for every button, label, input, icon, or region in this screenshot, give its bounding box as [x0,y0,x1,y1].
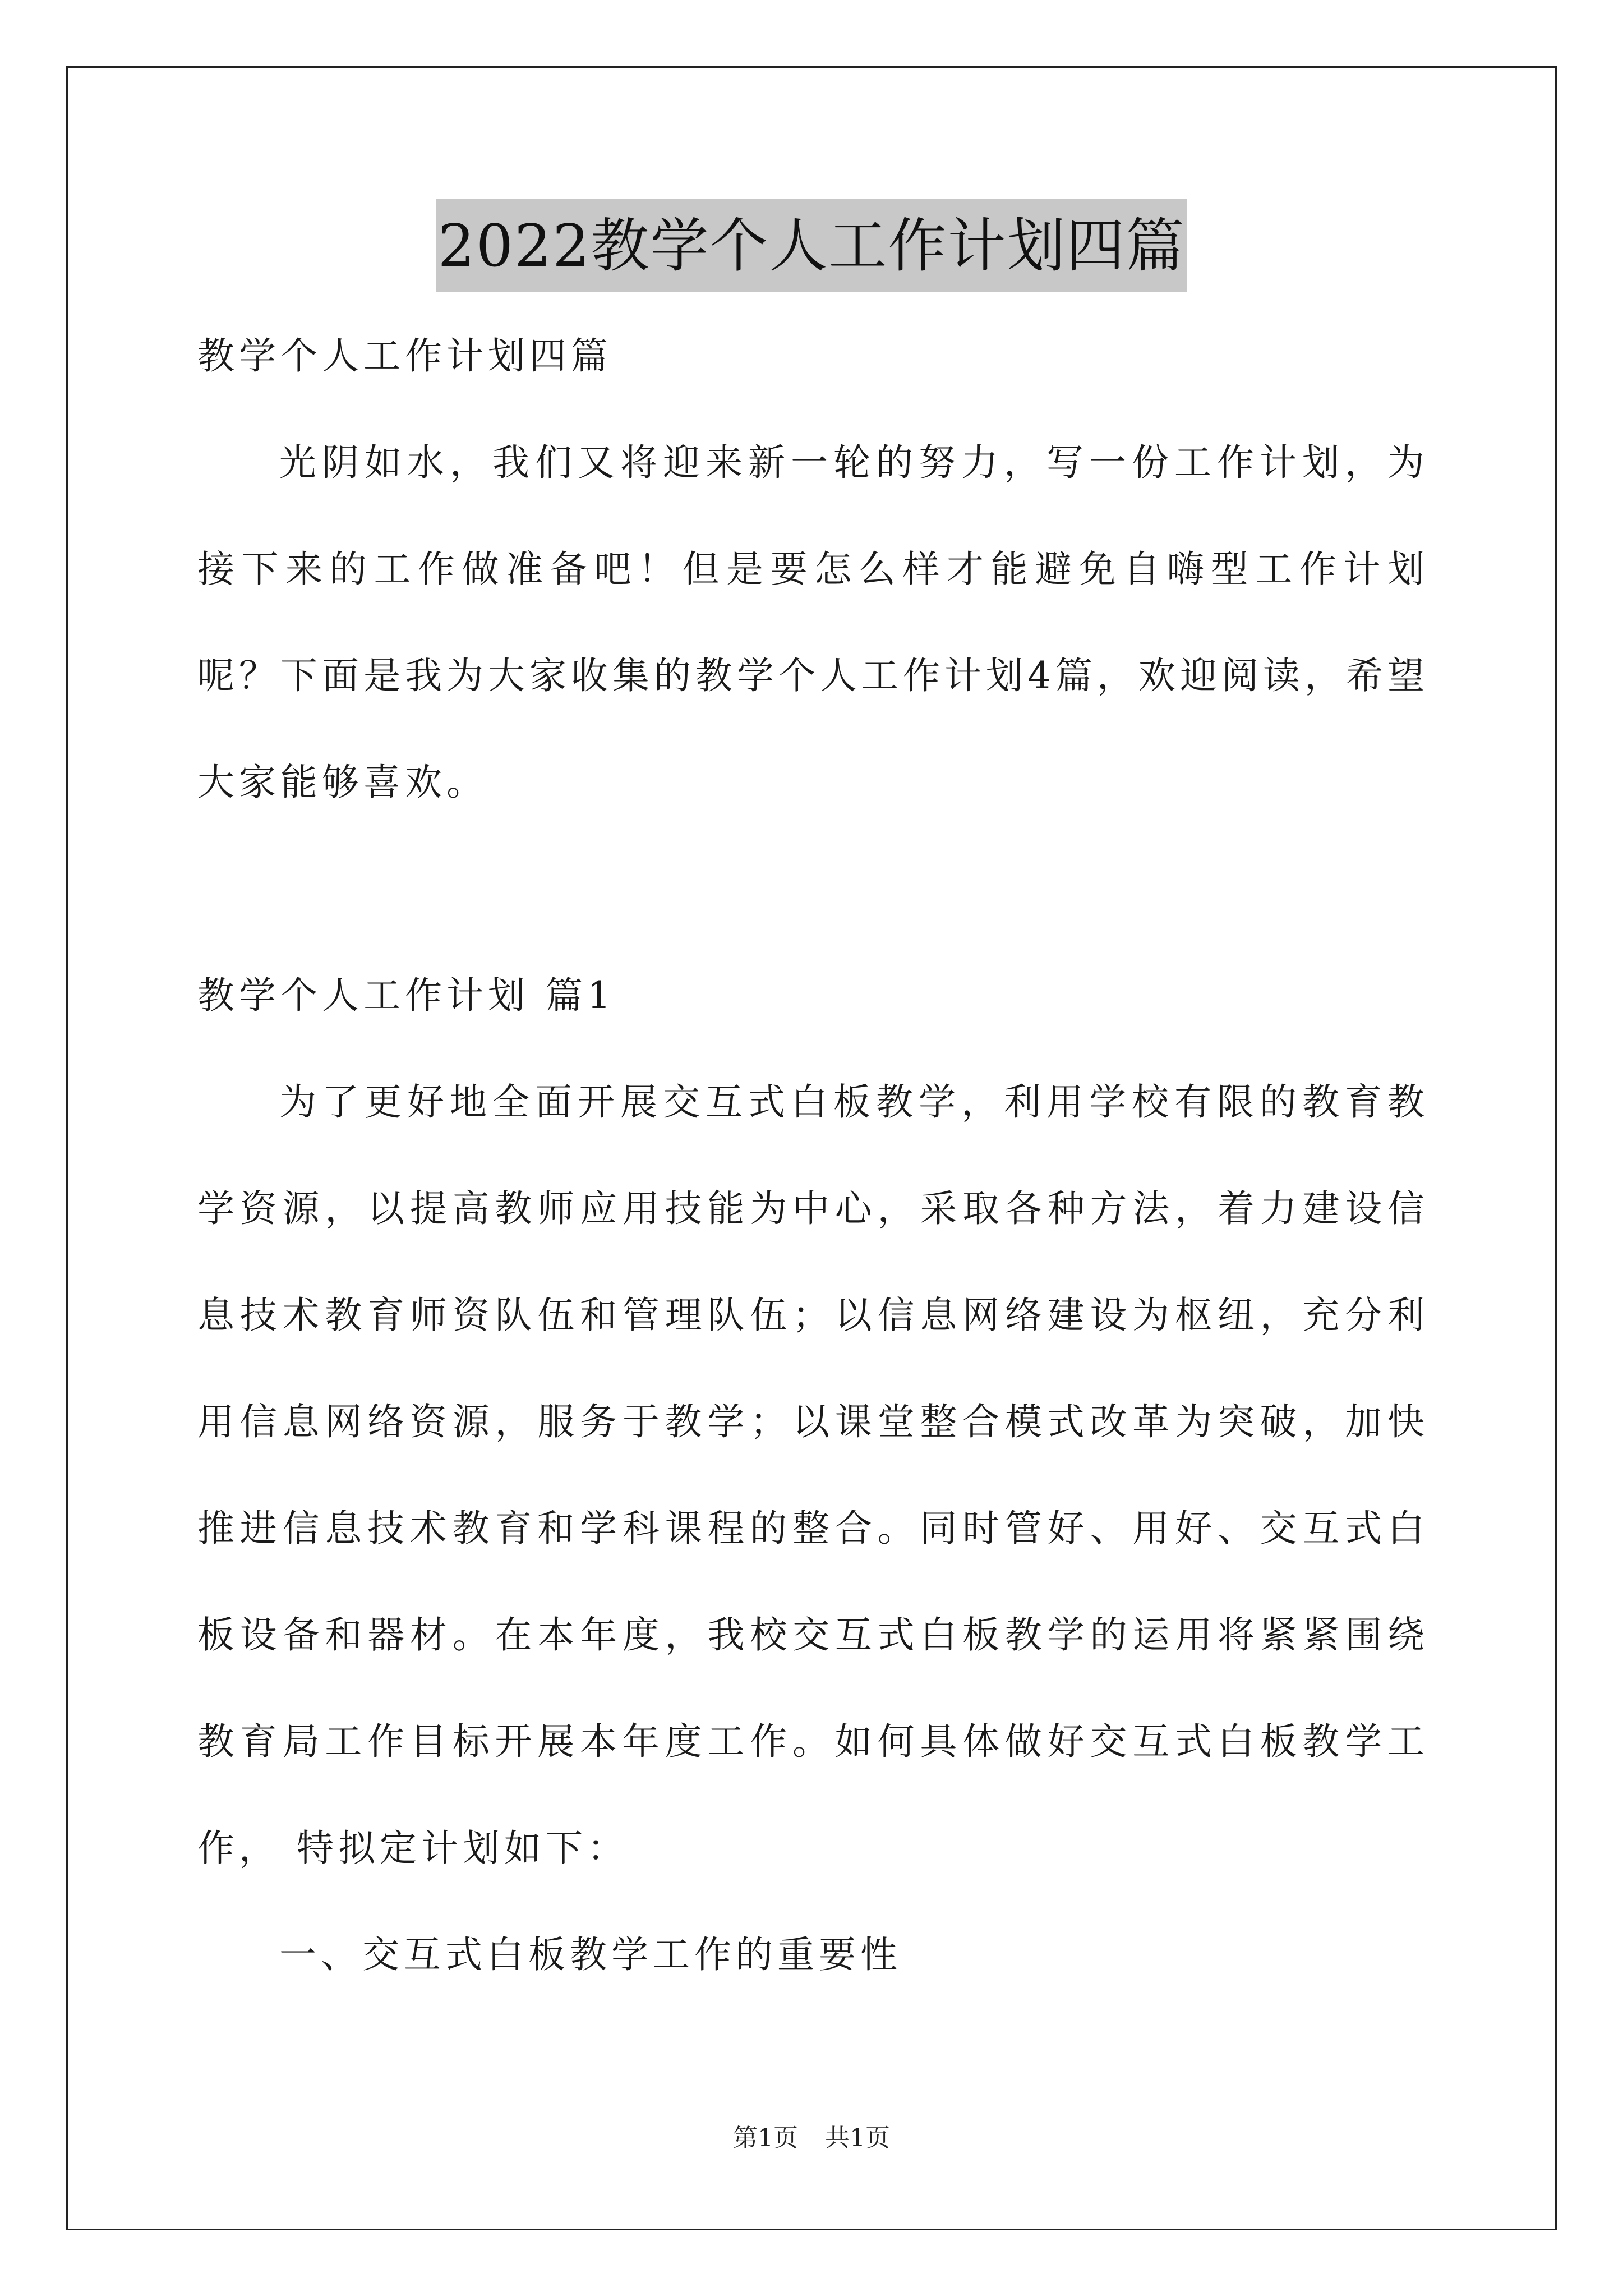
body-paragraph: 为了更好地全面开展交互式白板教学，利用学校有限的教育教学资源，以提高教师应用技能为中心，采取各种方法，着力建设信息技术教育师资队伍和管理队伍；以信息网络建设为枢纽，充分利用信息网络资源，服务于教学；以课堂整合模式改革为突破，加快推进信息技术教育和学科课程的整合。同时管好、用好、交互式白板设备和器材。在本年度，我校交互式白板教学的运用将紧紧围绕教育局工作目标开展本年度工作。如何具体做好交互式白板教学工作， 特拟定计划如下： [197,1080,1429,1870]
section-heading: 教学个人工作计划 篇1 [197,974,615,1017]
document-body [197,303,1429,2008]
subsection-heading: 一、交互式白板教学工作的重要性 [279,1933,902,1976]
page-number: 第1页 [733,2124,798,2152]
intro-paragraph: 光阴如水，我们又将迎来新一轮的努力，写一份工作计划，为接下来的工作做准备吧！但是要怎么样才能避免自嗨型工作计划呢？下面是我为大家收集的教学个人工作计划4篇，欢迎阅读，希望大家能够喜欢。 [197,441,1429,804]
subtitle-paragraph: 教学个人工作计划四篇 [197,334,612,378]
document-title: 2022教学个人工作计划四篇 [436,199,1188,292]
page-total: 共1页 [825,2124,890,2152]
page-footer [0,2122,1623,2155]
title-container [0,199,1623,292]
